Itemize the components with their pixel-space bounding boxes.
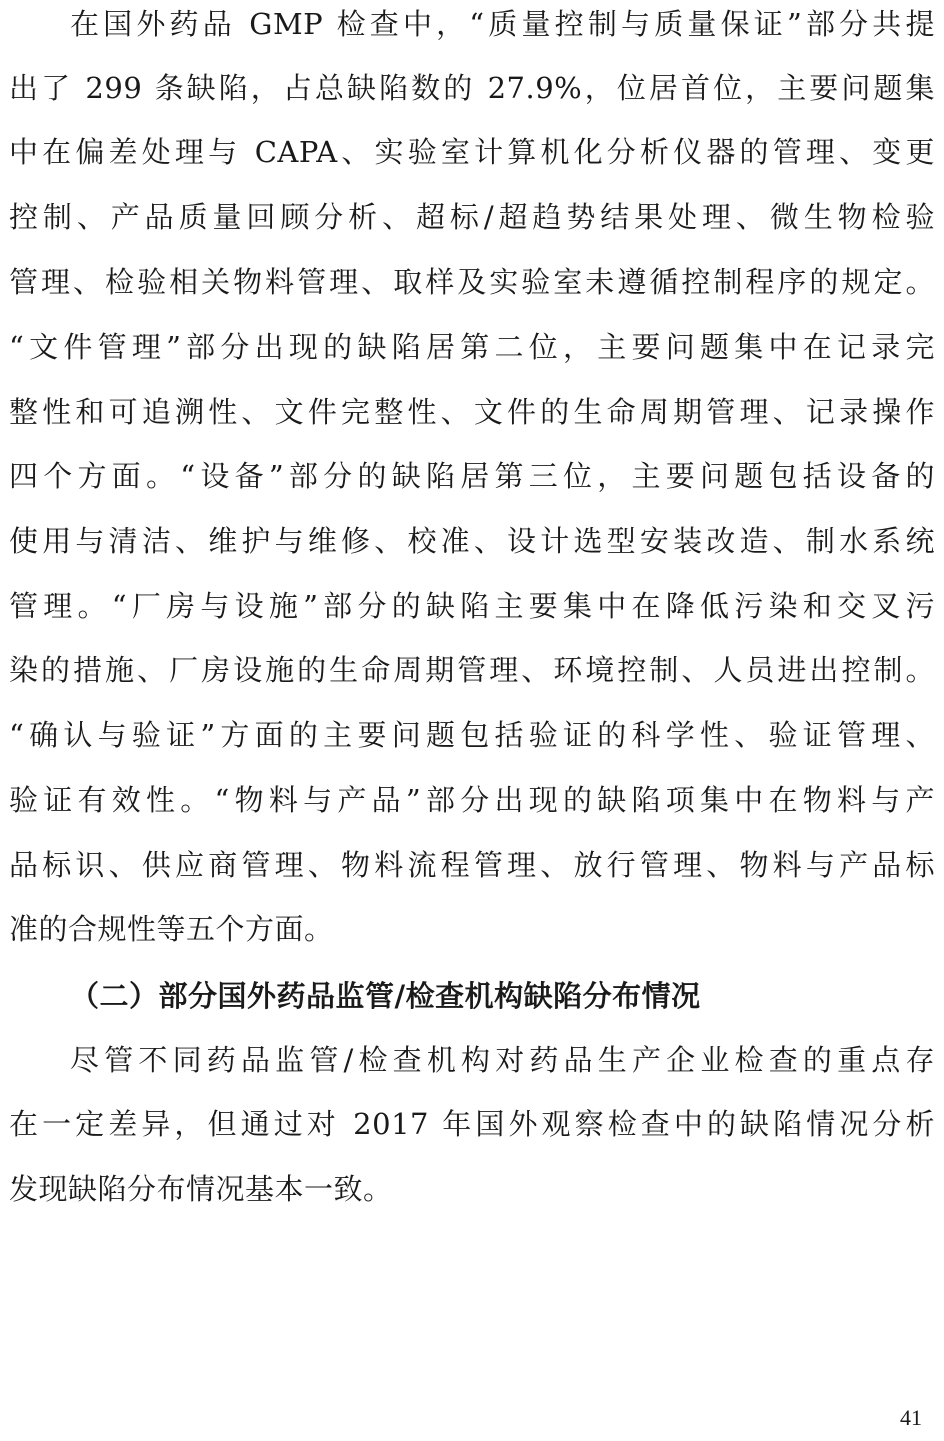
paragraph-1-line-11: 染的措施、厂房设施的生命周期管理、环境控制、人员进出控制。 <box>9 653 935 687</box>
section-heading: （二）部分国外药品监管/检查机构缺陷分布情况 <box>70 979 701 1013</box>
paragraph-1-line-14: 品标识、供应商管理、物料流程管理、放行管理、物料与产品标 <box>9 848 935 882</box>
paragraph-1-line-4: 控制、产品质量回顾分析、超标/超趋势结果处理、微生物检验 <box>9 200 935 234</box>
paragraph-1-line-15: 准的合规性等五个方面。 <box>9 912 334 946</box>
paragraph-1-line-1: 在国外药品 GMP 检查中，“质量控制与质量保证”部分共提 <box>70 7 935 41</box>
paragraph-1-line-5: 管理、检验相关物料管理、取样及实验室未遵循控制程序的规定。 <box>9 265 935 299</box>
paragraph-1-line-13: 验证有效性。“物料与产品”部分出现的缺陷项集中在物料与产 <box>9 783 935 817</box>
paragraph-1-line-8: 四个方面。“设备”部分的缺陷居第三位，主要问题包括设备的 <box>9 459 935 493</box>
paragraph-2-line-3: 发现缺陷分布情况基本一致。 <box>9 1172 393 1206</box>
paragraph-1-line-9: 使用与清洁、维护与维修、校准、设计选型安装改造、制水系统 <box>9 524 935 558</box>
paragraph-2-line-1: 尽管不同药品监管/检查机构对药品生产企业检查的重点存 <box>70 1043 935 1077</box>
paragraph-2-line-2: 在一定差异，但通过对 2017 年国外观察检查中的缺陷情况分析 <box>9 1107 935 1141</box>
paragraph-1-line-2: 出了 299 条缺陷，占总缺陷数的 27.9%，位居首位，主要问题集 <box>9 71 935 105</box>
paragraph-1-line-12: “确认与验证”方面的主要问题包括验证的科学性、验证管理、 <box>9 718 935 752</box>
paragraph-1-line-3: 中在偏差处理与 CAPA、实验室计算机化分析仪器的管理、变更 <box>9 135 935 169</box>
page-number: 41 <box>900 1405 922 1430</box>
paragraph-1-line-6: “文件管理”部分出现的缺陷居第二位，主要问题集中在记录完 <box>9 330 935 364</box>
paragraph-1-line-10: 管理。“厂房与设施”部分的缺陷主要集中在降低污染和交叉污 <box>9 589 935 623</box>
paragraph-1-line-7: 整性和可追溯性、文件完整性、文件的生命周期管理、记录操作 <box>9 395 935 429</box>
